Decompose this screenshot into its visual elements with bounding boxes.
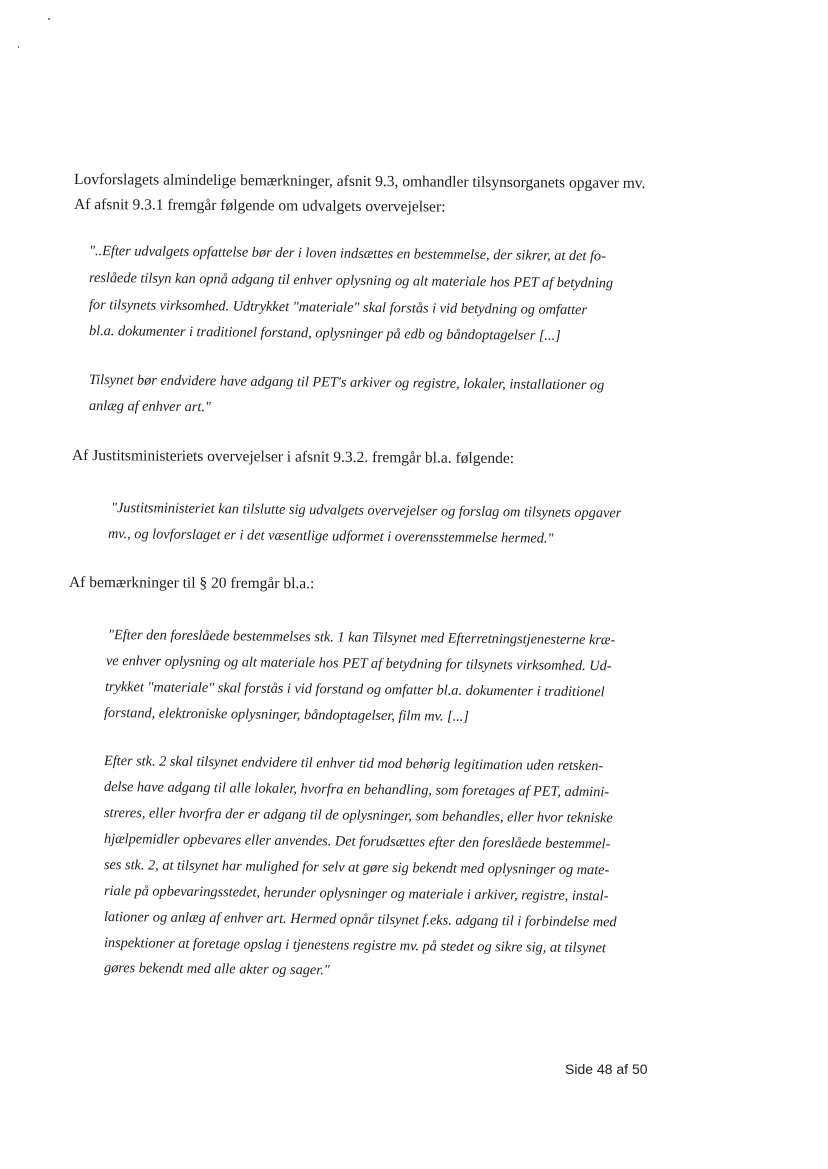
- quote1-line: "..Efter udvalgets opfattelse bør der i loven indsættes en bestemmelse, der sikrer, at det fo-: [88, 243, 606, 265]
- quote1-line: bl.a. dokumenter i traditionel forstand, oplysninger på edb og båndoptagelser [...]: [88, 323, 561, 344]
- quote3-line: trykket "materiale" skal forstås i vid forstand og omfatter bl.a. dokumenter i traditionel: [104, 679, 605, 701]
- quote4-line: lationer og anlæg af enhver art. Hermed opnår tilsynet f.eks. adgang til i forbindelse med: [103, 909, 617, 931]
- quote4-line: ses stk. 2, at tilsynet har mulighed for selv at gøre sig bekendt med oplysninger og mate-: [103, 857, 610, 879]
- quote3-line: "Efter den foreslåede bestemmelses stk. 1 kan Tilsynet med Efterretningstjenesterne kræ-: [107, 627, 616, 649]
- section2-heading: Af Justitsministeriets overvejelser i afsnit 9.3.2. fremgår bl.a. følgende:: [71, 447, 515, 468]
- quote1-line: reslåede tilsyn kan opnå adgang til enhver oplysning og alt materiale hos PET af betydning: [88, 270, 614, 292]
- quote1-line: Tilsynet bør endvidere have adgang til PET's arkiver og registre, lokaler, installationer og: [88, 372, 605, 394]
- quote4-line: inspektioner at foretage opslag i tjenestens registre mv. på stedet og sikre sig, at tilsynet: [103, 935, 606, 957]
- page-number: Side 48 af 50: [565, 1061, 648, 1077]
- quote2-line: "Justitsministeriet kan tilslutte sig udvalgets overvejelser og forslag om tilsynets opgaver: [110, 500, 622, 522]
- quote4-line: hjælpemidler opbevares eller anvendes. Det forudsættes efter den foreslåede bestemmel-: [103, 831, 611, 853]
- quote4-line: riale på opbevaringsstedet, herunder oplysninger og materiale i arkiver, registre, instal-: [103, 883, 609, 905]
- quote1-line: for tilsynets virksomhed. Udtrykket "materiale" skal forstås i vid betydning og omfatter: [88, 297, 588, 319]
- quote1-line: anlæg af enhver art.": [88, 398, 212, 416]
- scan-speck: [18, 46, 19, 48]
- quote4-line: delse have adgang til alle lokaler, hvorfra en behandling, som foretages af PET, admini-: [103, 779, 610, 801]
- section3-heading: Af bemærkninger til § 20 fremgår bl.a.:: [68, 574, 315, 593]
- intro-line-2: Af afsnit 9.3.1 fremgår følgende om udvalgets overvejelser:: [73, 196, 446, 216]
- quote3-line: forstand, elektroniske oplysninger, båndoptagelser, film mv. [...]: [103, 705, 470, 725]
- quote2-line: mv., og lovforslaget er i det væsentlige udformet i overensstemmelse hermed.": [107, 526, 554, 547]
- quote4-line: Efter stk. 2 skal tilsynet endvidere til enhver tid mod behørig legitimation uden retsken-: [103, 753, 604, 775]
- quote4-line: streres, eller hvorfra der er adgang til de oplysninger, som behandles, eller hvor tekniske: [103, 805, 613, 827]
- quote3-line: ve enhver oplysning og alt materiale hos PET af betydning for tilsynets virksomhed. Ud-: [105, 653, 612, 675]
- intro-line-1: Lovforslagets almindelige bemærkninger, afsnit 9.3, omhandler tilsynsorganets opgaver mv.: [73, 171, 646, 192]
- quote4-line: gøres bekendt med alle akter og sager.": [103, 960, 330, 979]
- scan-speck: [48, 18, 50, 20]
